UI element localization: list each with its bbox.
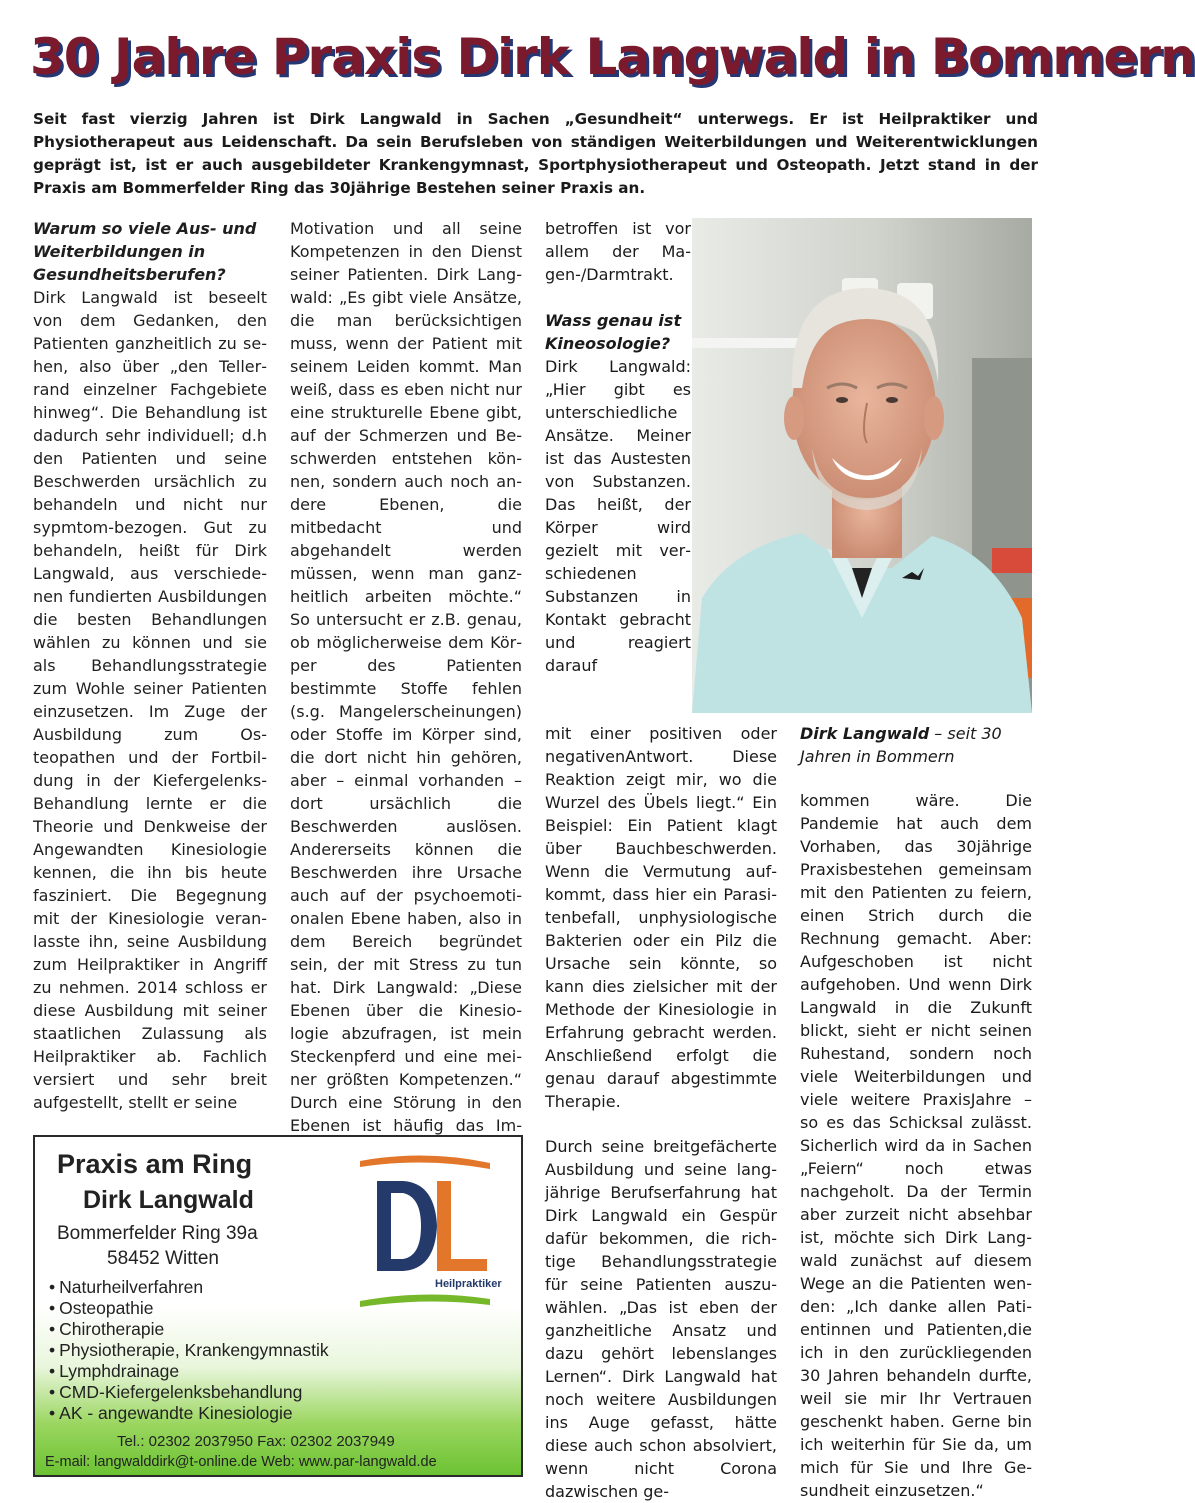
advertisement-box: [33, 1135, 523, 1477]
dl-logo-icon: [355, 1151, 502, 1311]
service-item: • Physiotherapie, Krankengymnastik: [49, 1340, 329, 1361]
service-item: • Lymphdrainage: [49, 1361, 329, 1382]
ad-city: 58452 Witten: [107, 1248, 219, 1269]
service-item: • CMD-Kiefergelenksbehandlung: [49, 1382, 329, 1403]
column-3-text-top: betroffen ist vor allem der Magen-/Darmtrakt.: [545, 219, 691, 284]
ad-email-web: E-mail: langwalddirk@t-online.de Web: www.par-langwald.de: [45, 1454, 437, 1470]
services-list: [49, 1277, 329, 1424]
service-item: • AK - angewandte Kinesiologie: [49, 1403, 329, 1424]
portrait-photo: [692, 218, 1032, 713]
ad-name: Dirk Langwald: [83, 1186, 254, 1214]
column-4: [800, 789, 1032, 1502]
column-1: [33, 217, 267, 1114]
section-heading-kinesiology: Wass genau ist Kineosologie?: [545, 311, 682, 353]
column-3-text-mid: Dirk Langwald: „Hier gibt es unterschiedliche Ansätze. Meiner ist das Austesten von Substanzen. Das heißt, der Körper wird gezielt mit verschiedenen Substanzen in Kontakt gebracht und reagiert darauf: [545, 357, 691, 675]
ad-street: Bommerfelder Ring 39a: [57, 1223, 258, 1244]
column-1-text: Dirk Langwald ist beseelt von dem Gedanken, den Patienten ganzheitlich zu sehen, also über „den Tellerrand einzelner Fachgebiete hinweg“. Die Behandlung ist dadurch sehr individuell; d.h den Patienten und seine Beschwerden ursächlich zu behandeln und nicht nur sypmtom-bezogen. Gut zu behandeln, heißt für Dirk Langwald, aus verschiedenen fundierten Ausbildungen die besten Behandlungen wählen zu können und sie als Behandlungsstrategie zum Wohle seiner Patienten einzusetzen. Im Zuge der Ausbildung zum Osteopathen und der Fortbildung in der Kiefergelenks-Behandlung lernte er die Theorie und Denkweise der Angewandten Kinesiologie kennen, die ihn bis heute fasziniert. Die Begegnung mit der Kinesiologie veranlasste ihn, seine Ausbildung zum Heilpraktiker in Angriff zu nehmen. 2014 schloss er diese Ausbildung mit seiner staatlichen Zulassung als Heilpraktiker ab. Fachlich versiert und sehr breit aufgestellt, stellt er seine: [33, 288, 267, 1112]
column-3-text-bottom: Durch seine breitgefächerte Ausbildung und seine langjährige Berufserfahrung hat Dirk Langwald ein Gespür dafür bekommen, die richtige Behandlungsstrategie für seine Patienten auszuwählen. „Das ist eben der ganzheitliche Ansatz und dazu gehört lebenslanges Lernen“. Dirk Langwald hat noch weitere Ausbildungen ins Auge gefasst, hätte diese auch schon absolviert, wenn nicht Corona dazwischen ge-: [545, 1137, 777, 1501]
column-2-text: Motivation und all seine Kompetenzen in den Dienst seiner Patienten. Dirk Langwald: „Es gibt viele Ansätze, die man berücksichtigen muss, wenn der Patient mit seinem Leiden kommt. Man weiß, dass es eben nicht nur eine strukturelle Ebene gibt, auf der Schmerzen und Beschwerden entstehen können, sondern auch noch andere Ebenen, die mitbedacht und abgehandelt werden müssen, wenn man ganzheitlich arbeiten möchte.“ So untersucht er z.B. genau, ob möglicherweise dem Körper des Patienten bestimmte Stoffe fehlen (s.g. Mangelerscheinungen) oder Stoffe im Körper sind, die dort nicht hin gehören, aber – einmal vorhanden – dort ursächlich die Beschwerden auslösen. Andererseits können die Beschwerden ihre Ursache auch auf der psychoemotionalen Ebene haben, also in dem Bereich begründet sein, der mit Stress zu tun hat. Dirk Langwald: „Diese Ebenen über die Kinesiologie abzufragen, ist mein Steckenpferd und eine meiner größten Kompetenzen.“ Durch eine Störung in den Ebenen ist häufig das Im: [290, 219, 522, 1135]
caption-name: Dirk Langwald: [800, 724, 930, 743]
service-item: • Osteopathie: [49, 1298, 329, 1319]
column-3-bottom: [545, 1135, 777, 1503]
column-3-top: [545, 217, 691, 677]
column-2: [290, 217, 522, 1160]
photo-caption: [800, 722, 1032, 768]
column-4-text: kommen wäre. Die Pandemie hat auch dem Vorhaben, das 30jährige Praxisbestehen gemeinsam mit den Patienten zu feiern, einen Strich durch die Rechnung gemacht. Aber: Aufgeschoben ist nicht aufgehoben. Und wenn Dirk Langwald in die Zukunft blickt, sieht er nicht seinen Ruhestand, sondern noch viele Weiterbildungen und viele weitere PraxisJahre – so es das Schicksal zulässt. Sicherlich wird da in Sachen „Feiern“ noch etwas nachgeholt. Da der Termin aber zurzeit nicht absehbar ist, möchte sich Dirk Langwald zunächst auf diesem Wege an die Patienten wenden: „Ich danke allen Patientinnen und Patienten,die ich in den zurückliegenden 30 Jahren behandeln durfte, weil sie mir Ihr Vertrauen geschenkt haben. Gerne bin ich weiterhin für Sie da, um mich für Sie und Ihre Gesundheit einzusetzen.“: [800, 791, 1032, 1500]
article-title: 30 Jahre Praxis Dirk Langwald in Bommern: [30, 28, 1195, 86]
column-3-middle: [545, 722, 777, 1113]
article-lead: Seit fast vierzig Jahren ist Dirk Langwald in Sachen „Gesundheit“ unterwegs. Er ist Heilpraktiker und Physiotherapeut aus Leidenschaft. Da sein Berufsleben von ständigen Weiterbildungen und Weiterentwicklungen geprägt ist, ist er auch ausgebildeter Krankengymnast, Sportphysiotherapeut und Osteopath. Jetzt stand in der Praxis am Bommerfelder Ring das 30jährige Bestehen seiner Praxis an.: [33, 110, 1038, 197]
column-3-text-wide: mit einer positiven oder negativenAntwort. Diese Reaktion zeigt mir, wo die Wurzel des Übels liegt.“ Ein Beispiel: Ein Patient klagt über Bauchbeschwerden. Wenn die Vermutung aufkommt, dass hier ein Parasitenbefall, unphysiologische Bakterien oder ein Pilz die Ursache sein könnte, so kann dies zielsicher mit der Methode der Kinesiologie in Erfahrung gebracht werden. Anschließend erfolgt die genau darauf abgestimmte Therapie.: [545, 724, 777, 1111]
ad-phone-fax: Tel.: 02302 2037950 Fax: 02302 2037949: [117, 1433, 395, 1450]
service-item: • Naturheilverfahren: [49, 1277, 329, 1298]
service-item: • Chirotherapie: [49, 1319, 329, 1340]
caption-text: – seit 30 Jahren in Bommern: [800, 724, 1002, 766]
ad-title: Praxis am Ring: [57, 1149, 253, 1179]
logo-subtitle: Heilpraktiker: [435, 1278, 502, 1290]
section-heading-why: Warum so viele Aus- und Weiterbildungen in Gesundheitsberufen?: [33, 219, 257, 284]
